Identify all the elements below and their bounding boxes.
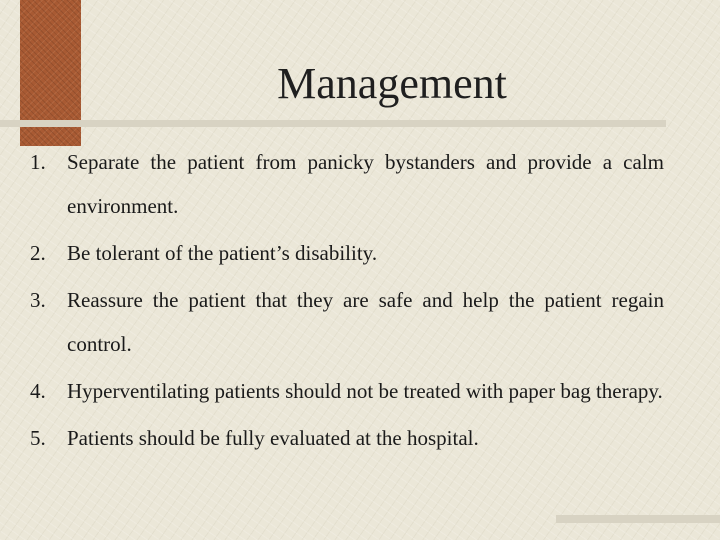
list-item-text: Patients should be fully evaluated at the hospital. [67, 426, 479, 450]
list-item [30, 140, 664, 228]
list-item-number: 3. [30, 288, 46, 312]
list-item-text: Reassure the patient that they are safe and help the patient regain control. [67, 288, 664, 356]
footer-divider [556, 515, 720, 523]
list-item-text: Be tolerant of the patient’s disability. [67, 241, 378, 265]
management-list [30, 140, 664, 463]
list-item [30, 416, 664, 460]
list-item-number: 1. [30, 150, 46, 174]
slide-title: Management [277, 59, 507, 108]
list-item-text: Separate the patient from panicky bystanders and provide a calm environment. [67, 150, 664, 218]
list-item-number: 5. [30, 426, 46, 450]
list-item-text: Hyperventilating patients should not be treated with paper bag therapy. [67, 379, 663, 403]
list-item-number: 2. [30, 241, 46, 265]
list-item [30, 278, 664, 366]
list-item-number: 4. [30, 379, 46, 403]
title-divider [0, 120, 666, 127]
list-item [30, 231, 664, 275]
list-item [30, 369, 664, 413]
